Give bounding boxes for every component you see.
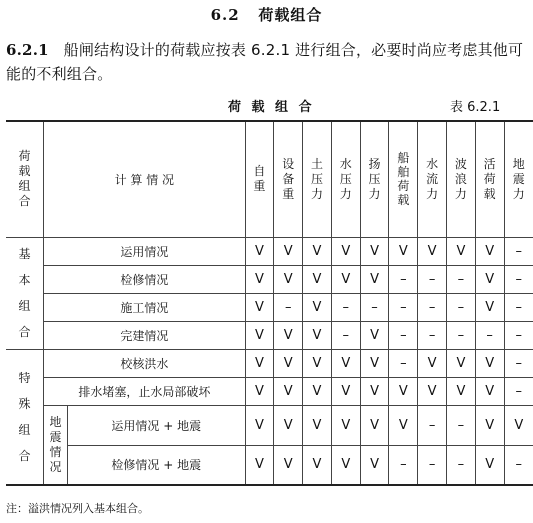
header-load-9: 地震力: [504, 121, 533, 237]
section-heading: 荷载组合: [258, 6, 323, 24]
cell-value: V: [447, 237, 476, 265]
header-load-0: 自重: [245, 121, 274, 237]
cell-value: V: [418, 349, 447, 377]
cell-value: –: [504, 445, 533, 485]
cell-value: V: [245, 265, 274, 293]
cell-value: –: [418, 405, 447, 445]
group-earthquake: 地震情况: [44, 405, 68, 485]
table-row: [6, 321, 533, 349]
cell-value: –: [418, 445, 447, 485]
cell-value: V: [274, 237, 303, 265]
cell-value: V: [303, 349, 332, 377]
cell-value: V: [331, 405, 360, 445]
cell-value: V: [303, 265, 332, 293]
cell-value: –: [418, 321, 447, 349]
cell-value: V: [245, 445, 274, 485]
clause-number: 6.2.1: [6, 41, 49, 59]
cell-value: –: [274, 293, 303, 321]
table-number: 表 6.2.1: [450, 100, 501, 115]
table-caption: 荷 载 组 合: [228, 100, 315, 115]
cell-value: V: [360, 405, 389, 445]
header-load-2: 土压力: [303, 121, 332, 237]
cell-value: V: [274, 321, 303, 349]
cell-value: V: [475, 377, 504, 405]
cell-value: –: [504, 293, 533, 321]
header-load-4: 扬压力: [360, 121, 389, 237]
cell-value: V: [389, 377, 418, 405]
cell-value: V: [475, 265, 504, 293]
cell-value: V: [245, 237, 274, 265]
header-group: 荷载组合: [6, 121, 44, 237]
cell-value: V: [274, 445, 303, 485]
cell-value: V: [245, 293, 274, 321]
cell-value: –: [504, 349, 533, 377]
cell-value: V: [303, 445, 332, 485]
header-load-6: 水流力: [418, 121, 447, 237]
row-label: 施工情况: [44, 293, 245, 321]
row-label: 校核洪水: [44, 349, 245, 377]
cell-value: –: [418, 293, 447, 321]
header-load-7: 波浪力: [447, 121, 476, 237]
section-title: [0, 4, 533, 25]
cell-value: –: [389, 349, 418, 377]
cell-value: V: [504, 405, 533, 445]
cell-value: –: [360, 293, 389, 321]
cell-value: V: [447, 349, 476, 377]
row-label: 运用情况 + 地震: [68, 405, 246, 445]
header-load-5: 船舶荷载: [389, 121, 418, 237]
cell-value: –: [331, 293, 360, 321]
cell-value: –: [418, 265, 447, 293]
table-row: [6, 349, 533, 377]
cell-value: V: [274, 265, 303, 293]
cell-value: –: [447, 445, 476, 485]
row-label: 排水堵塞，止水局部破坏: [44, 377, 245, 405]
cell-value: –: [389, 265, 418, 293]
cell-value: –: [447, 405, 476, 445]
cell-value: V: [360, 349, 389, 377]
table-row: [6, 265, 533, 293]
header-load-1: 设备重: [274, 121, 303, 237]
cell-value: V: [475, 293, 504, 321]
cell-value: V: [360, 321, 389, 349]
cell-value: –: [447, 265, 476, 293]
cell-value: V: [245, 321, 274, 349]
cell-value: V: [303, 321, 332, 349]
cell-value: –: [331, 321, 360, 349]
table-row: [6, 293, 533, 321]
table-row: [6, 237, 533, 265]
cell-value: V: [360, 237, 389, 265]
row-label: 运用情况: [44, 237, 245, 265]
cell-value: V: [245, 405, 274, 445]
cell-value: V: [475, 405, 504, 445]
cell-value: V: [331, 237, 360, 265]
cell-value: –: [389, 321, 418, 349]
cell-value: V: [360, 265, 389, 293]
cell-value: V: [245, 349, 274, 377]
cell-value: –: [504, 377, 533, 405]
cell-value: V: [245, 377, 274, 405]
cell-value: V: [447, 377, 476, 405]
cell-value: –: [504, 265, 533, 293]
header-row: [6, 121, 533, 237]
cell-value: V: [475, 237, 504, 265]
cell-value: –: [504, 237, 533, 265]
clause-text: 船闸结构设计的荷载应按表 6.2.1 进行组合，必要时尚应考虑其他可能的不利组合。: [6, 41, 524, 83]
cell-value: –: [475, 321, 504, 349]
cell-value: V: [331, 445, 360, 485]
cell-value: V: [475, 445, 504, 485]
group-special: 特殊组合: [6, 349, 44, 485]
clause-paragraph: [6, 38, 528, 86]
cell-value: V: [303, 405, 332, 445]
cell-value: V: [274, 349, 303, 377]
header-load-8: 活荷载: [475, 121, 504, 237]
cell-value: –: [447, 321, 476, 349]
cell-value: –: [447, 293, 476, 321]
cell-value: V: [475, 349, 504, 377]
cell-value: –: [504, 321, 533, 349]
table-note: 注：溢洪情况列入基本组合。: [6, 502, 149, 515]
table-row: [6, 377, 533, 405]
cell-value: V: [274, 405, 303, 445]
cell-value: V: [331, 377, 360, 405]
group-basic: 基本组合: [6, 237, 44, 349]
cell-value: V: [418, 237, 447, 265]
cell-value: V: [389, 237, 418, 265]
load-combination-table: [6, 120, 533, 486]
cell-value: –: [389, 445, 418, 485]
cell-value: –: [389, 293, 418, 321]
section-number: 6.2: [210, 6, 240, 24]
cell-value: V: [360, 445, 389, 485]
row-label: 完建情况: [44, 321, 245, 349]
row-label: 检修情况: [44, 265, 245, 293]
table-row: [6, 405, 533, 445]
table-row: [6, 445, 533, 485]
cell-value: V: [331, 349, 360, 377]
header-load-3: 水压力: [331, 121, 360, 237]
cell-value: V: [418, 377, 447, 405]
cell-value: V: [331, 265, 360, 293]
row-label: 检修情况 + 地震: [68, 445, 246, 485]
header-case: 计 算 情 况: [44, 121, 245, 237]
cell-value: V: [389, 405, 418, 445]
cell-value: V: [303, 377, 332, 405]
cell-value: V: [303, 293, 332, 321]
cell-value: V: [303, 237, 332, 265]
cell-value: V: [360, 377, 389, 405]
cell-value: V: [274, 377, 303, 405]
